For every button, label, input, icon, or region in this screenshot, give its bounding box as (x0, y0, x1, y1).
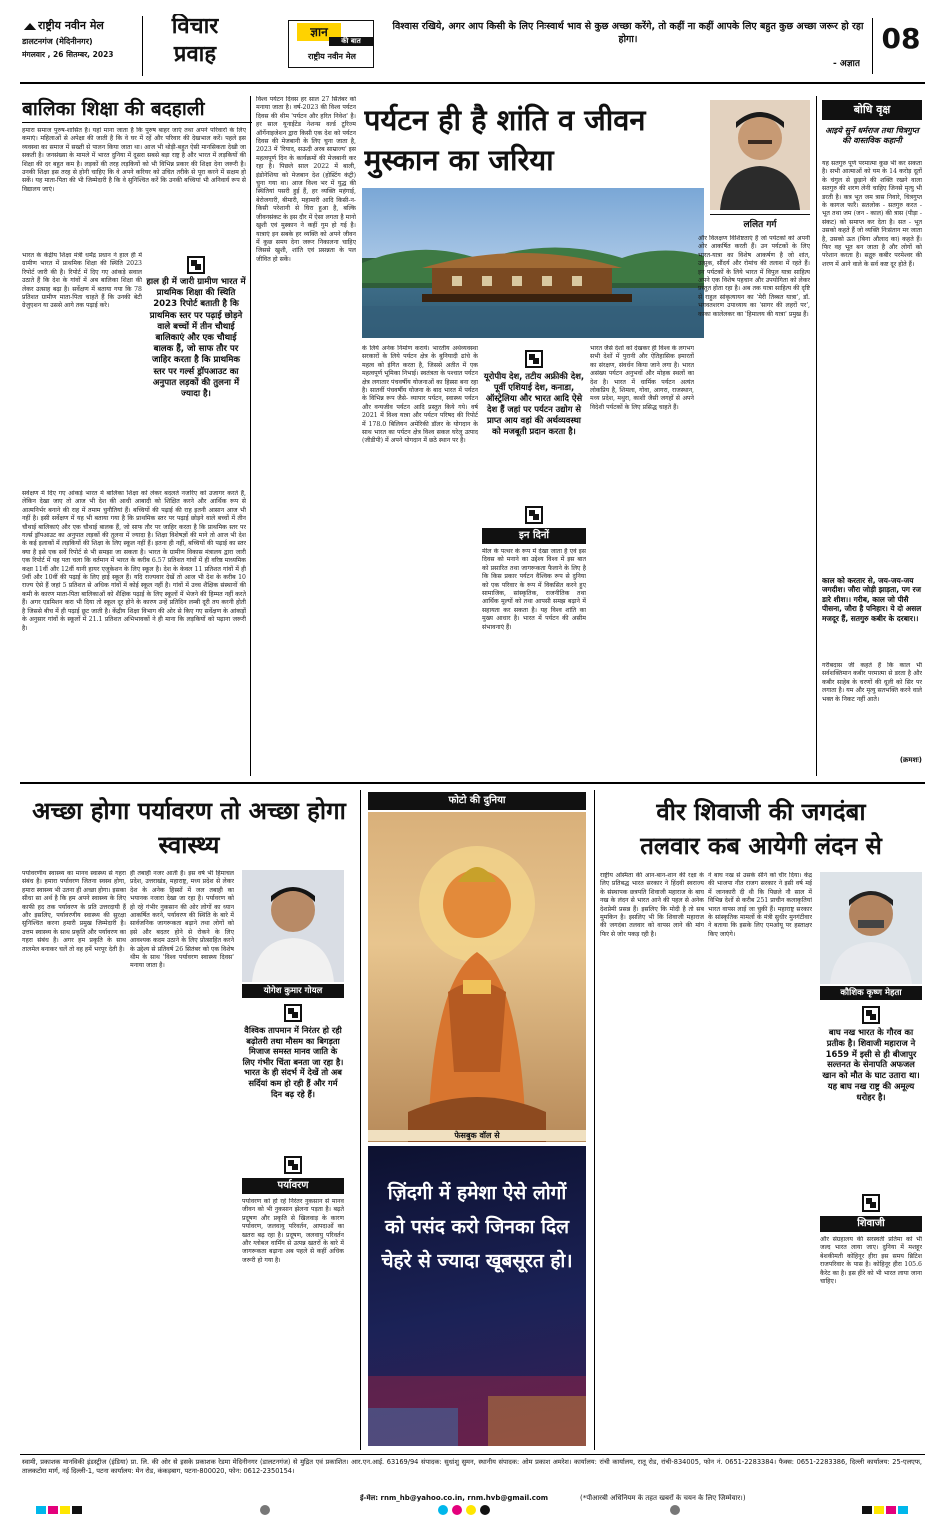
quote-mark-icon (862, 1006, 880, 1024)
page-number-divider (872, 18, 873, 74)
column-divider-2 (816, 96, 817, 776)
in-dino-tag: इन दिनों (482, 528, 586, 544)
article-1-headline-rule (22, 122, 252, 123)
column-divider-4 (594, 790, 595, 1450)
poster-quote-text: ज़िंदगी में हमेशा ऐसे लोगों को पसंद करो जिनका दिल चेहरे से ज्यादा खूबसूरत हो। (381, 1182, 573, 1272)
article-3-body-2: ही तबाही नजर आती है। इस वर्ष भी हिमाचल प्रदेश, उत्तराखंड, महाराष्ट्र, मध्य प्रदेश से लेकर देश के अनेक हिस्सों में जल तबाही का भयानक नजारा देखा जा रहा है। पर्यावरण को हो रहे गंभीर नुकसान की ओर लोगों का ध्यान आकर्षित करने, पर्यावरण की स्थिति के बारे में सार्वजनिक जागरूकता बढ़ाने तथा लोगों को इसे और बदतर होने से रोकने के लिए आवश्यक कदम उठाने के लिए प्रोत्साहित करने के उद्देश्य से प्रतिवर्ष 26 सितंबर को एक विशेष थीम के साथ 'विश्व पर्यावरण स्वास्थ्य दिवस' मनाया जाता है। (130, 870, 234, 970)
quote-author: - अज्ञात (833, 59, 860, 69)
paper-name: राष्ट्रीय नवीन मेल (38, 19, 104, 32)
author-photo-yogesh (242, 870, 344, 982)
footer-email: ई-मेल: rnm_hb@yahoo.co.in, rnm.hvb@gmail.com (360, 1494, 549, 1502)
page-number: 08 (881, 22, 921, 55)
color-swatch-black-r (862, 1506, 872, 1514)
article-2-pullquote (482, 350, 586, 500)
article-4-pullquote (820, 1006, 922, 1192)
color-swatch-magenta (48, 1506, 58, 1514)
article-4-headline-2: तलवार कब आयेगी लंदन से (640, 832, 882, 860)
author-photo-kaushik (820, 872, 922, 984)
houseboat-illustration (362, 188, 704, 338)
hanuman-painting (368, 812, 586, 1142)
shivaji-tag: शिवाजी (820, 1216, 922, 1232)
paryavaran-tag: पर्यावरण (242, 1178, 344, 1194)
edition-name: डालटनगंज (मेदिनीनगर) (22, 37, 93, 46)
article-1-body-main: सर्वेक्षण में दिए गए आंकड़े भारत में बालिका शिक्षा को लेकर बदलते नजरिए को उजागर करते हैं, लेकिन देखा जाए तो आज भी देश की आधी आबादी को शिक्षित करने और आर्थिक रूप से आत्मनिर्भर बनाने की राह में तमाम चुनौतियां हैं। बच्चियों की पढ़ाई की राह इतनी आसान आज भी नहीं है। इसी सर्वेक्षण में यह भी बताया गया है कि प्राथमिक स्तर पर पढ़ाई छोड़ने वाले बच्चों में तीन चौथाई बालिकाएं और एक चौथाई बालक हैं, जो साफ तौर पर जाहिर करता है कि प्राथमिक स्तर पर गर्ल्स ड्रॉपआउट का अनुपात लड़कों की तुलना में ज्यादा है। शिक्षा विशेषज्ञों की माने तो आज भी देश के कई इलाकों में लड़कियों की शिक्षा के लिए स्कूल नहीं हैं। इतना ही नहीं, बच्चियों की पढ़ाई का स्तर क्या है इसे एक सर्वे रिपोर्ट से भी समझा जा सकता है। भारत के ग्रामीण विकास मंत्रालय द्वारा जारी एक रिपोर्ट में यह पता चला कि वर्तमान में भारत के करीब 6.57 प्रतिशत गांवों में ही वरिष्ठ माध्यमिक कक्षा 11वीं और 12वीं यानी हायर एजुकेशन के लिए स्कूल है। देश के केवल 11 प्रतिशत गांवों में ही 9वीं और 10वीं की पढ़ाई के लिए हाई स्कूल हैं। यदि राज्यवार देखें तो आज भी देश के करीब 10 राज्य ऐसे हैं जहां 5 प्रतिशत से अधिक गांवों में कोई स्कूल नहीं है। गांवों में उच्च शैक्षिक संस्थानों की कमी के कारण माता-पिता बालिकाओं को शैक्षिक पढ़ाई के लिए स्कूलों में भेजने की हिम्मत नहीं करते हैं। अगर एडमिशन करा भी दिया तो स्कूल दूर होने के कारण उन्हें प्रतिदिन लम्बी दूरी तय करनी होती है जिससे बीच में ही पढ़ाई छूट जाती है। केंद्रीय शिक्षा विभाग की ओर से किए गए सर्वेक्षण के आंकड़ों के अनुसार गांवों के स्कूलों में 21.1 प्रतिशत अभिभावकों ने ही माना कि लड़कियों को पढ़ाना जरूरी है। (22, 490, 246, 632)
article-4-body-3: और संग्रहालय की सरस्वती प्रतिमा को भी जल्द भारत लाया जाए। दुनिया में मशहूर बेशकीमती कोहिनूर हीरा इस समय ब्रिटिश राजपरिवार के पास है। कोहिनूर हीरा 105.6 कैरेट का है। इस हीरे को भी भारत लाया जाना चाहिए। (820, 1236, 922, 1286)
article-2-col-5: और विलक्षण विशिष्टताएं हैं जो पर्यटकों को अपनी ओर आकर्षित करती हैं। उन पर्यटकों के लिए भारत-यात्रा का विशेष आकर्षण है जो शांत, उत्सुक, सौंदर्य और रोमांच की तलाश में रहते हैं। इन पर्यटकों के लिये भारत में विपुल यात्रा साहित्य अपने एक विशेष पहचान और उपयोगिता को लेकर प्रस्तुत होता रहा है। अब तक यात्रा साहित्य की दृष्टि से राहुल सांकृत्यायन का 'मेरी तिब्बत यात्रा', डॉ. भगवतशरण उपाध्याय का 'सागर की लहरों पर', काका कालेलकर का 'हिमालय की यात्रा' प्रमुख हैं। (698, 235, 810, 318)
quote-mark-icon-bottom (862, 1194, 880, 1212)
bodhi-body: यह सतगुरु पूर्ण परमात्मा कुछ भी कर सकता है। सभी आत्माओं को यम के 14 करोड़ दूतों के चंगुल से छुड़ाने की शक्ति रखने वाला सतगुरु की शरण लेनी चाहिए जिनसे मृत्यु भी डरती है। कत्र भूत जम त्रास निवारे, चित्रगुप्त के कागज फारै। सतलोक - सतगुरु करत - भूत तथा जम (जन - काल) की त्रास (पीड़ा - संकट) को समाप्त कर देता है। सत - भूत उसको कहते हैं जो व्यक्ति निःसंतान मर जाता है, उसको ऊत (बिना औलाद का) कहते हैं। फिर वह भूत बन जाता है और लोगों को परेशान करता है। सद्गुरु कबीर परमेश्वर की शरण में आने वाले के सर्व कष्ट दूर होते हैं। (822, 160, 922, 268)
article-3-headline: अच्छा होगा पर्यावरण तो अच्छा होगा स्वास्थ्य (32, 797, 346, 859)
color-swatch-yellow (60, 1506, 70, 1514)
issue-date: मंगलवार , 26 सितम्बर, 2023 (22, 50, 114, 59)
registration-dot-yellow (466, 1505, 476, 1515)
paper-logo-icon (22, 18, 38, 30)
color-swatch-yellow-r (874, 1506, 884, 1514)
article-1-headline: बालिका शिक्षा की बदहाली (22, 98, 205, 120)
masthead-quote: विश्वास रखिये, अगर आप किसी के लिए निःस्वार्थ भाव से कुछ अच्छा करेंगे, तो कहीं ना कहीं आपके लिए बहुत कुछ अच्छा जरूर हो रहा होगा। (392, 21, 864, 45)
bodhi-body-2: गरीबदास जी कहते हैं कि काल भी सर्वशक्तिमान कबीर परमात्मा से डरता है और कबीर साहेब के चरणों की धूली को सिर पर लगाता है। यम और मृत्यु सतभक्ति करने वाले भक्त के निकट नहीं आते। (822, 662, 922, 703)
houseboat-photo (362, 188, 704, 338)
article-2-col-4: भारत जैसे देशों को देखकर ही विश्व के लगभग सभी देशों में पुरानी और ऐतिहासिक इमारतों का संरक्षण, संवर्धन किया जाने लगा है। भारत असंख्य पर्यटन अनुभवों और मोहक स्थलों का देश है। भारत में धार्मिक पर्यटन अत्यंत लोकप्रिय है, शिमला, गोवा, आगरा, राजस्थान, मध्य प्रदेश, मथुरा, काशी जैसी जगहों से अपने विदेशी पर्यटकों के लिए प्रसिद्ध चाहते हैं। (590, 345, 694, 411)
quote-poster (368, 1146, 586, 1446)
color-swatch-cyan-r (898, 1506, 908, 1514)
gyan-brand: राष्ट्रीय नवीन मेल (308, 52, 356, 61)
masthead (20, 14, 925, 80)
article-1-pullquote (146, 256, 246, 486)
bodhi-vriksh-label: बोधि वृक्ष (822, 100, 922, 120)
article-3-body-3: पर्यावरण को हो रहे निरंतर नुकसान से मानव जीवन को भी नुकसान झेलना पड़ता है। बढ़ते प्रदूषण और प्रकृति से खिलवाड़ के कारण पर्यावरण, जलवायु परिवर्तन, आपदाओं का खतरा बढ़ रहा है। प्रदूषण, जलवायु परिवर्तन और ग्लोबल वार्मिंग से उत्पन्न खतरों के बारे में जागरूकता बढ़ाना अब पहले से कहीं अधिक जरूरी हो गया है। (242, 1198, 344, 1264)
section-title-vichar: विचार (171, 14, 219, 39)
article-1-pullquote-text: हाल ही में जारी ग्रामीण भारत में प्राथमिक शिक्षा की स्थिति 2023 रिपोर्ट बताती है कि प्राथमिक स्तर पर पढ़ाई छोड़ने वाले बच्चों में तीन चौथाई बालिकाएं और एक चौथाई बालक हैं, जो साफ तौर पर जाहिर करता है कि प्राथमिक स्तर पर गर्ल्स ड्रॉपआउट का अनुपात लड़कों की तुलना में ज्यादा है। (146, 277, 246, 400)
bodhi-continued: (क्रमशः) (899, 756, 922, 764)
author-name-lalit-garg: ललित गर्ग (710, 214, 810, 230)
gyan-ki-baat-logo (288, 20, 374, 68)
article-2-col-1: विश्व पर्यटन दिवस हर साल 27 सितंबर को मनाया जाता है। वर्ष-2023 की विश्व पर्यटन दिवस की थीम 'पर्यटन और हरित निवेश' है। हर साल यूनाईटेड नेशन्स वर्ल्ड टूरिज्म ऑर्गेनाइजेशन द्वारा किसी एक देश को पर्यटन दिवस की मेजबानी के लिए चुना जाता है, 2023 में 'रियाद, सऊदी अरब साम्राज्य' इस महत्वपूर्ण दिन के कार्यक्रमों की मेजबानी कर रहा है। पिछले साल 2022 में बाली, इंडोनेशिया को मेजबान देश (होस्टिंग कंट्री) चुना गया था। आज विश्व भर में युद्ध की स्थितियां पसरी हुई हैं, हर व्यक्ति महंगाई, बेरोजगारी, बीमारी, महामारी आदि किसी-न-किसी परेशानी से घिरा हुआ है, बल्कि जीवनसंकट के इस दौर में ऐसा लगता है मानो खुशी एवं मुस्कान ने कहीं गुम हो गई है। यात्राएं इन सबके हर व्यक्ति को अपने जीवन में कुछ समय देना जरूर निकालना चाहिए जिससे खुशी, शांति एवं प्रसन्नता के पल जीवित हो सकें। (256, 96, 356, 263)
photo-credit: फेसबुक वॉल से (368, 1130, 586, 1141)
registration-dot-black (480, 1505, 490, 1515)
article-2-headline: पर्यटन ही है शांति व जीवन मुस्कान का जरिया (364, 103, 646, 177)
quote-mark-icon (284, 1004, 302, 1022)
registration-dot (260, 1505, 270, 1515)
article-4-pullquote-text: बाघ नख भारत के गौरव का प्रतीक है। शिवाजी महाराज ने 1659 में इसी से ही बीजापुर सल्तनत के सेनापति अफजल खान को मौत के घाट उतारा था। यह बाघ नख राष्ट्र की अमूल्य धरोहर है। (822, 1027, 920, 1102)
author-name-kaushik: कौशिक कृष्ण मेहता (820, 986, 922, 1000)
gyan-label: ज्ञान (297, 23, 341, 41)
author-photo-lalit-garg (710, 100, 810, 210)
quote-mark-icon (525, 350, 543, 368)
footer-top-rule (20, 1454, 925, 1455)
article-2-col-2: के लिये अनेक निर्माण कराये। भारतीय अर्थव्यवस्था सरकारों के लिये पर्यटन क्षेत्र के बुनियादी ढांचे के महत्व को इंगित करता है, जिससे अतीत में एक महत्वपूर्ण भूमिका निभाई। स्वतंत्रता के पश्चात पर्यटन क्षेत्र लगातार पंचवर्षीय योजनाओं का हिस्सा बना रहा है। सातवीं पंचवर्षीय योजना के बाद भारत में पर्यटन के विभिन्न रूप जैसे- व्यापार पर्यटन, स्वास्थ्य पर्यटन और वन्यजीव पर्यटन आदि प्रस्तुत किये गये। वर्ष 2021 में विश्व यात्रा और पर्यटन परिषद की रिपोर्ट में 178.0 बिलियन अमेरिकी डॉलर के योगदान के साथ भारत का पर्यटन क्षेत्र विश्व सकल घरेलू उत्पाद (जीडीपी) में अपने योगदान में छठे स्थान पर है। (362, 345, 478, 445)
article-3-pullquote-text: वैश्विक तापमान में निरंतर हो रही बढ़ोतरी तथा मौसम का बिगड़ता मिजाज समस्त मानव जाति के लिए गंभीर चिंता बनता जा रहा है। भारत के ही संदर्भ में देखें तो अब सर्दियां कम हो रही हैं और गर्म दिन बढ़ रहे हैं। (242, 1025, 344, 1099)
column-divider-1 (250, 96, 251, 776)
color-swatch-cyan (36, 1506, 46, 1514)
bodhi-verse: काल को करतार से, जय-जय-जय जगदीश। जौरा जोड़ी झाड़ता, पग रज डारे शीश।। गरीब, काल जो पीसै पीसना, जौरा है पनिहार। ये दो असल मजदूर हैं, सतगुरु कबीर के दरबार।। (822, 576, 922, 623)
masthead-bottom-rule (20, 82, 925, 84)
color-swatch-black (72, 1506, 82, 1514)
gyan-sub-label: की बात (329, 37, 373, 46)
quote-mark-icon-bottom (525, 506, 543, 524)
article-4-headline-1: वीर शिवाजी की जगदंबा (656, 798, 866, 826)
article-1-body-left: भारत के केंद्रीय शिक्षा मंत्री धर्मेंद्र प्रधान ने हाल ही में ग्रामीण भारत में प्राथमिक शिक्षा की स्थिति 2023 रिपोर्ट जारी की है। रिपोर्ट में दिए गए आंकड़े सवाल उठाते हैं कि देश के गांवों में अब बालिका शिक्षा की लेकर उत्साह बढ़ा है। सर्वेक्षण में बताया गया कि 78 प्रतिशत ग्रामीण माता-पिता चाहते हैं कि उनकी बेटी ग्रेजुएशन या उससे आगे तक पढ़ाई करे। (22, 252, 142, 310)
article-2-col-3: मील के पत्थर के रूप में देखा जाता है एवं इस दिवस को मनाने का उद्देश्य विश्व में इस बात को प्रसारित तथा जागरूकता फैलाने के लिए है कि किस प्रकार पर्यटन वैश्विक रूप से दुनिया को एक परिवार के रूप में विकसित करने हुए सामाजिक, सांस्कृतिक, राजनीतिक तथा आर्थिक मूल्यों को तथा आपसी समझ बढ़ाने में सहायता कर सकता है। यह विश्व शांति का मुख्य आधार है। भारत में पर्यटन की असीम संभावनाएं हैं। (482, 548, 586, 631)
footer-note: (*पीआरबी अधिनियम के तहत खबरों के चयन के लिए जिम्मेवार।) (580, 1494, 746, 1502)
footer-imprint: स्वामी, प्रकाशक मानविकी इंडस्ट्रीज (इंडिया) प्रा. लि. की ओर से इसके प्रकाशक रेडमा मेदिनीनगर (डालटनगंज) से मुद्रित एवं प्रकाशित। आर.एन.आई. 63169/94 संपादक: सुधांशु सुमन, स्थानीय संपादक: ओम प्रकाश अमरेश। कार्यालय: रांची कार्यालय, रातू रोड, रांची-834005, फोन नं. 0651-2283384। फैक्स: 0651-2283386, दिल्ली कार्यालय: 25-एलएफ, तालकटोरा मार्ग, नई दिल्ली-1, पटना कार्यालय: मेन रोड, कंकड़बाग, पटना-800020, फोन: 0612-2350154। (22, 1458, 922, 1475)
registration-dot-cyan (438, 1505, 448, 1515)
registration-marks (20, 1505, 925, 1515)
color-swatch-magenta-r (886, 1506, 896, 1514)
column-divider-3 (360, 790, 361, 1450)
registration-dot-magenta (452, 1505, 462, 1515)
article-4-body-2: ने बाघ नख से उसके सीने को चीर दिया। केंद्र की भाजपा नीत राजग सरकार ने इसी वर्ष मई में जानकारी दी थी कि पिछले नौ साल में विभिन्न देशों से करीब 251 प्राचीन कलाकृतियां भारत वापस लाई जा चुकी हैं। महाराष्ट्र सरकार के सांस्कृतिक मामलों के मंत्री सुधीर मुनगंटीवार ने बताया कि इसके लिए एमओयू पर हस्ताक्षर किए जाएंगे। (708, 872, 812, 938)
registration-dot-right (670, 1505, 680, 1515)
quote-mark-icon (187, 256, 205, 274)
quote-mark-icon-bottom (284, 1156, 302, 1174)
author-name-yogesh: योगेश कुमार गोयल (242, 984, 344, 998)
article-4-body-1: राष्ट्रीय अस्मिता की आन-बान-शान की रक्षा के लिए प्रतिबद्ध भारत सरकार ने हिंदवी स्वराज्य के संस्थापक छत्रपति शिवाजी महाराज के बाघ नख के लंदन से भारत आने की पहल से अनेक देशप्रेमी प्रसन्न हैं। इसलिए कि मोदी है तो सब मुमकिन है। इसलिए भी कि शिवाजी महाराज की जगदंबा तलवार को वापस लाने की मांग फिर से जोर पकड़ रही है। (600, 872, 704, 938)
article-3-pullquote (242, 1004, 344, 1154)
photo-feature-label: फोटो की दुनिया (368, 792, 586, 810)
article-3-body-1: पर्यावरणीय स्वास्थ्य का मानव स्वास्थ्य से गहरा संबंध है। हमारा पर्यावरण जितना स्वस्थ होगा, हमारा स्वास्थ्य भी उतना ही अच्छा होगा। इसका सीधा सा अर्थ है कि हम अपने स्वास्थ्य के लिए काफी हद तक पर्यावरण के प्रति उत्तरदायी हैं और इसलिए, पर्यावरणीय स्वास्थ्य की सुरक्षा सुनिश्चित करना हमारी प्रमुख जिम्मेदारी है। उत्तम स्वास्थ्य के साथ प्रकृति और पर्यावरण का गहरा संबंध है। अगर हम प्रकृति के साथ तालमेल बनाकर चलें तो वह हमें भरपूर देती है। (22, 870, 126, 953)
article-2-pullquote-text: यूरोपीय देश, तटीय अफ्रीकी देश, पूर्वी एशियाई देश, कनाडा, ऑस्ट्रेलिया और भारत आदि ऐसे देश हैं जहां पर पर्यटन उद्योग से प्राप्त आय वहां की अर्थव्यवस्था को मजबूती प्रदान करता है। (483, 371, 585, 436)
bodhi-subtitle: आइये सुनें धर्मराज तथा चित्रगुप्त की वास्तविक कहानी (825, 126, 919, 145)
article-1-body-intro: हमारा समाज पुरुष-शासित है। यहां माना जाता है कि पुरुष बाहर जाएं तथा अपने परिवारों के लिए कमाएं। महिलाओं से अपेक्षा की जाती है कि वे घर में रहें और परिवार की देखभाल करें। पहले इस व्यवस्था का समाज में सख्ती से पालन किया जाता था। आज भी थोड़ी-बहुत ऐसी मानसिकता देखी जा सकती है। जनसंख्या के मामले में भारत दुनिया में दूसरा सबसे बड़ा राष्ट्र है और भारत में लड़कियों की शिक्षा की दर बहुत कम है। लड़कों की तरह लड़कियों को भी विभिन्न प्रकार की शिक्षा देना जरूरी है। उनकी शिक्षा इस तरह से होनी चाहिए कि वे अपने करियर को उचित तरीके से पूरा करने में सक्षम हो सकें। यह माता-पिता की भी जिम्मेदारी है कि वे सुनिश्चित करें कि उनकी बच्चियां भी अनिवार्य रूप से विद्यालय जाएं। (22, 127, 246, 193)
mid-page-rule (20, 782, 925, 784)
section-title-pravah: प्रवाह (173, 42, 217, 67)
masthead-divider (142, 16, 143, 76)
